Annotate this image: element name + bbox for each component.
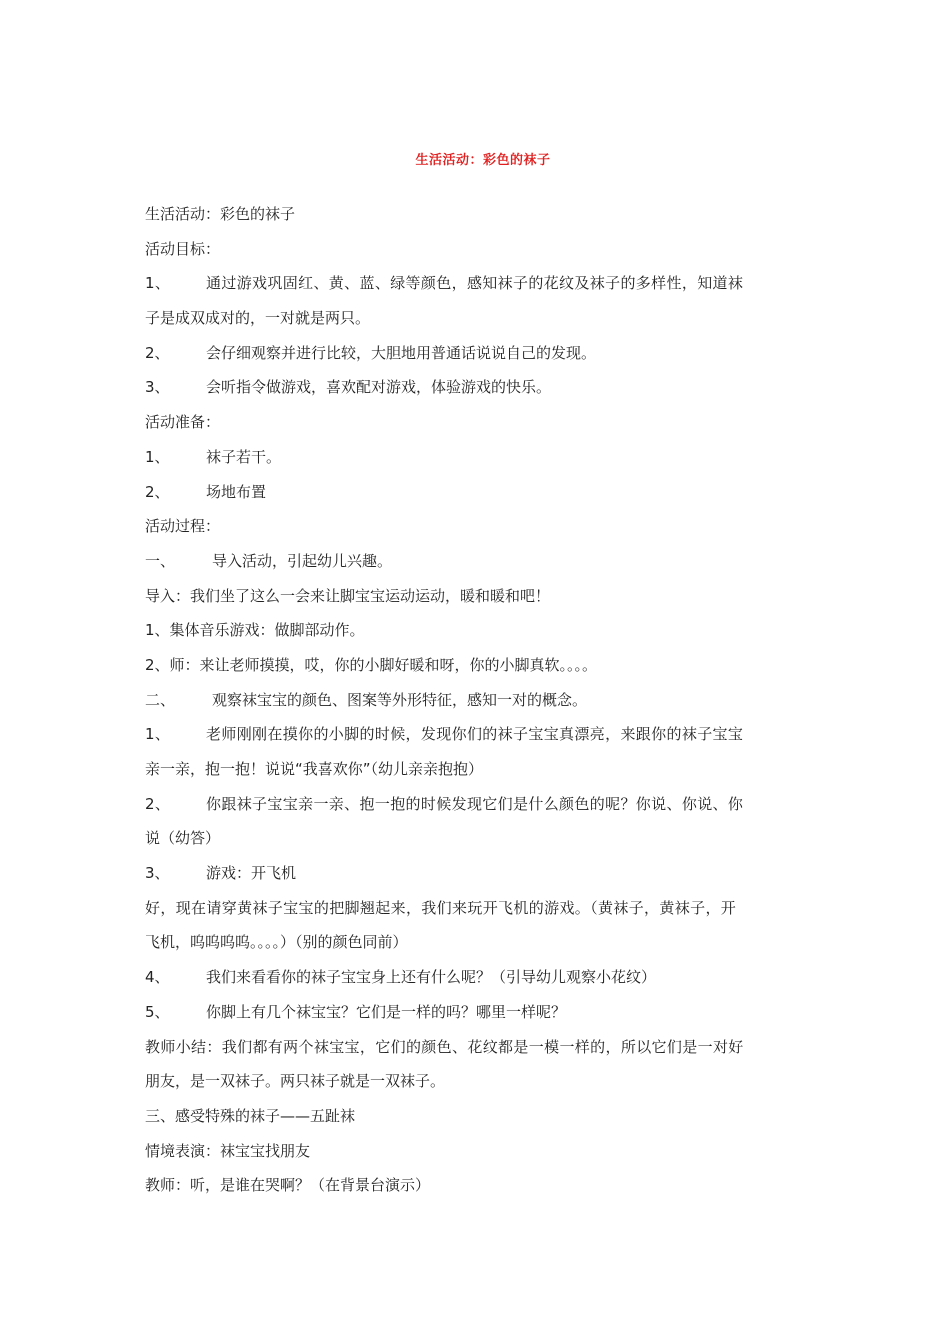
- section-heading: [145, 232, 805, 267]
- list-item: [145, 960, 805, 995]
- section-heading-text: 活动过程：: [145, 517, 221, 536]
- list-item-text: 说（幼答）: [145, 829, 221, 848]
- list-number: 2、: [145, 343, 170, 362]
- list-item: [145, 440, 805, 475]
- list-item-continuation: [145, 301, 805, 336]
- list-item-text: 游戏：开飞机: [206, 864, 297, 883]
- list-number: 5、: [145, 1002, 170, 1021]
- list-number: 3、: [145, 864, 170, 883]
- list-item-continuation: [145, 752, 805, 787]
- list-item: [145, 544, 805, 579]
- list-item-text: 袜子若干。: [206, 447, 282, 466]
- document-body: [145, 197, 805, 1203]
- paragraph-continuation: [145, 1064, 805, 1099]
- list-item-text: 场地布置: [206, 482, 267, 501]
- list-number: 2、: [145, 482, 170, 501]
- paragraph: [145, 1168, 805, 1203]
- section-heading: [145, 405, 805, 440]
- list-number: 2、: [145, 794, 171, 813]
- document-title: 生活活动：彩色的袜子: [415, 153, 551, 168]
- list-item-text: 会听指令做游戏，喜欢配对游戏，体验游戏的快乐。: [206, 378, 552, 397]
- paragraph-text: 1、集体音乐游戏：做脚部动作。: [145, 621, 365, 640]
- paragraph-continuation: [145, 925, 805, 960]
- paragraph-text: 朋友，是一双袜子。两只袜子就是一双袜子。: [145, 1072, 446, 1091]
- list-item-text: 我们来看看你的袜子宝宝身上还有什么呢？（引导幼儿观察小花纹）: [206, 968, 657, 987]
- paragraph: [145, 613, 805, 648]
- list-number: 1、: [145, 274, 171, 293]
- list-item-text: 老师刚刚在摸你的小脚的时候，发现你们的袜子宝宝真漂亮，来跟你的袜子宝宝: [206, 725, 744, 744]
- list-item: [145, 683, 805, 718]
- list-item-text: 观察袜宝宝的颜色、图案等外形特征，感知一对的概念。: [212, 690, 588, 709]
- list-item: [145, 370, 805, 405]
- section-heading: [145, 509, 805, 544]
- list-number: 二、: [145, 690, 176, 709]
- list-item: [145, 266, 805, 301]
- list-number: 1、: [145, 447, 170, 466]
- paragraph: [145, 1030, 805, 1065]
- list-item: [145, 856, 805, 891]
- list-number: 1、: [145, 725, 171, 744]
- paragraph: [145, 648, 805, 683]
- list-item: [145, 475, 805, 510]
- list-number: 4、: [145, 968, 170, 987]
- paragraph-text: 好，现在请穿黄袜子宝宝的把脚翘起来，我们来玩开飞机的游戏。（黄袜子，黄袜子，开: [145, 898, 737, 917]
- list-item-text: 会仔细观察并进行比较，大胆地用普通话说说自己的发现。: [206, 343, 597, 362]
- paragraph-text: 教师：听，是谁在哭啊？（在背景台演示）: [145, 1176, 431, 1195]
- list-number: 3、: [145, 378, 170, 397]
- section-heading-text: 活动准备：: [145, 413, 221, 432]
- list-item-text: 通过游戏巩固红、黄、蓝、绿等颜色，感知袜子的花纹及袜子的多样性，知道袜: [206, 274, 744, 293]
- list-number: 一、: [145, 551, 176, 570]
- list-item: [145, 717, 805, 752]
- list-item-continuation: [145, 821, 805, 856]
- paragraph-text: 导入：我们坐了这么一会来让脚宝宝运动运动，暖和暖和吧！: [145, 586, 551, 605]
- list-item: [145, 336, 805, 371]
- list-item-text: 亲一亲，抱一抱！说说“我喜欢你”（幼儿亲亲抱抱）: [145, 760, 484, 778]
- list-item-text: 你跟袜子宝宝亲一亲、抱一抱的时候发现它们是什么颜色的呢？你说、你说、你: [206, 794, 744, 813]
- paragraph-text: 飞机，呜呜呜呜。。。。）（别的颜色同前）: [145, 933, 408, 952]
- paragraph: [145, 197, 805, 232]
- paragraph: [145, 891, 805, 926]
- paragraph-text: 2、师：来让老师摸摸，哎，你的小脚好暖和呀，你的小脚真软。。。。: [145, 655, 598, 674]
- paragraph: [145, 1134, 805, 1169]
- list-item-text: 导入活动，引起幼儿兴趣。: [212, 551, 393, 570]
- section-heading-text: 活动目标：: [145, 239, 221, 258]
- paragraph: [145, 579, 805, 614]
- paragraph-text: 生活活动：彩色的袜子: [145, 205, 296, 223]
- list-item: [145, 787, 805, 822]
- paragraph-text: 教师小结：我们都有两个袜宝宝，它们的颜色、花纹都是一模一样的，所以它们是一对好: [145, 1037, 744, 1056]
- section-heading: [145, 1099, 805, 1134]
- paragraph-text: 情境表演：袜宝宝找朋友: [145, 1141, 311, 1160]
- list-item: [145, 995, 805, 1030]
- list-item-text: 你脚上有几个袜宝宝？它们是一样的吗？哪里一样呢？: [206, 1002, 567, 1021]
- list-item-text: 子是成双成对的，一对就是两只。: [145, 309, 371, 328]
- section-heading-text: 三、感受特殊的袜子——五趾袜: [145, 1106, 356, 1125]
